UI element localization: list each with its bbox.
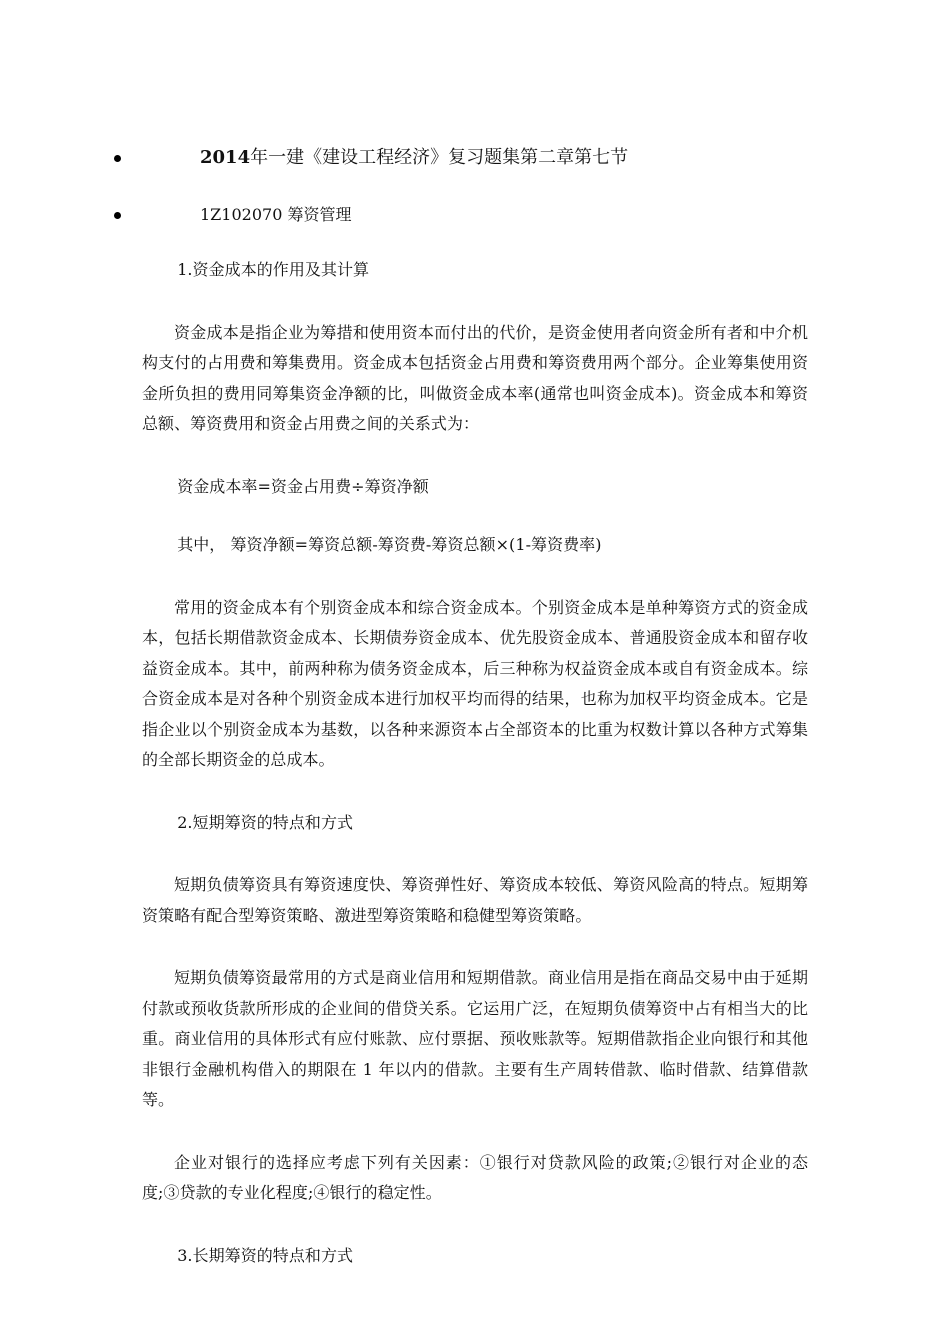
- body-paragraph: 企业对银行的选择应考虑下列有关因素：①银行对贷款风险的政策;②银行对企业的态度;③贷款的专业化程度;④银行的稳定性。: [142, 1152, 808, 1202]
- title-year: 2014: [200, 147, 251, 168]
- body-paragraph: 短期负债筹资最常用的方式是商业信用和短期借款。商业信用是指在商品交易中由于延期付款或预收货款所形成的企业间的借贷关系。它运用广泛，在短期负债筹资中占有相当大的比重。商业信用的具体形式有应付账款、应付票据、预收账款等。短期借款指企业向银行和其他非银行金融机构借入的期限在 1 年以内的借款。主要有生产周转借款、临时借款、结算借款等。: [142, 968, 808, 1109]
- section-heading: 2.短期筹资的特点和方式: [177, 812, 354, 832]
- body-paragraph: 常用的资金成本有个别资金成本和综合资金成本。个别资金成本是单种筹资方式的资金成本，包括长期借款资金成本、长期债券资金成本、优先股资金成本、普通股资金成本和留存收益资金成本。其中，前两种称为债务资金成本，后三种称为权益资金成本或自有资金成本。综合资金成本是对各种个别资金成本进行加权平均而得的结果，也称为加权平均资金成本。它是指企业以个别资金成本为基数，以各种来源资本占全部资本的比重为权数计算以各种方式筹集的全部长期资金的总成本。: [142, 597, 808, 769]
- formula-line: 资金成本率=资金占用费÷筹资净额: [177, 476, 429, 496]
- body-paragraph: 资金成本是指企业为筹措和使用资本而付出的代价，是资金使用者向资金所有者和中介机构支付的占用费和筹集费用。资金成本包括资金占用费和筹资费用两个部分。企业筹集使用资金所负担的费用同筹集资金净额的比，叫做资金成本率(通常也叫资金成本)。资金成本和筹资总额、筹资费用和资金占用费之间的关系式为：: [142, 322, 808, 433]
- section-code: 1Z102070 筹资管理: [200, 205, 352, 224]
- document-title: [200, 143, 628, 173]
- section-list-item: [0, 200, 950, 230]
- bullet-icon: [114, 155, 121, 162]
- title-list-item: [0, 143, 950, 173]
- title-text: 年一建《建设工程经济》复习题集第二章第七节: [250, 147, 629, 168]
- bullet-icon: [114, 212, 121, 219]
- body-paragraph: 短期负债筹资具有筹资速度快、筹资弹性好、筹资成本较低、筹资风险高的特点。短期筹资策略有配合型筹资策略、激进型筹资策略和稳健型筹资策略。: [142, 875, 808, 925]
- section-heading: 1.资金成本的作用及其计算: [177, 260, 370, 279]
- section-heading: 3.长期筹资的特点和方式: [177, 1245, 354, 1265]
- formula-line: 其中， 筹资净额=筹资总额-筹资费-筹资总额×(1-筹资费率): [177, 535, 602, 554]
- document-body: [142, 255, 808, 1271]
